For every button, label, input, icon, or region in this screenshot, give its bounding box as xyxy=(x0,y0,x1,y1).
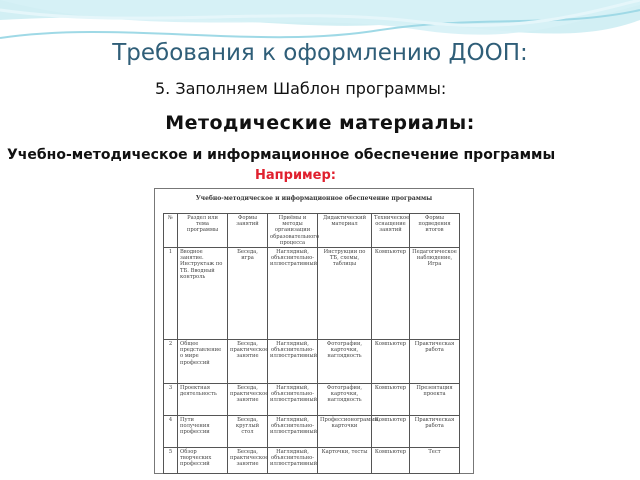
slide-title: Требования к оформлению ДООП: xyxy=(112,40,528,66)
table-cell: Вводное занятие. Инструктаж по ТБ. Вводный контроль xyxy=(178,248,228,340)
table-cell: Наглядный, объяснительно-иллюстративный xyxy=(268,416,318,448)
table-cell: Инструкции по ТБ, схемы, таблицы xyxy=(318,248,372,340)
example-label: Например: xyxy=(255,168,336,183)
column-header: Приёмы и методы организации образовательного процесса xyxy=(268,214,318,248)
column-header: Формы подведения итогов xyxy=(410,214,460,248)
table-cell: Педагогическое наблюдение, Игра xyxy=(410,248,460,340)
table-cell: Наглядный, объяснительно-иллюстративный xyxy=(268,248,318,340)
table-cell: Наглядный, объяснительно-иллюстративный xyxy=(268,340,318,384)
table-cell: Общее представление о мире профессий xyxy=(178,340,228,384)
column-header: Раздел или тема программы xyxy=(178,214,228,248)
table-cell: Карточки, тесты xyxy=(318,448,372,474)
table-cell: Беседа, практическое занятие xyxy=(228,384,268,416)
table-cell: Проектная деятельность xyxy=(178,384,228,416)
table-cell: Презентация проекта xyxy=(410,384,460,416)
table-cell: Беседа, круглый стол xyxy=(228,416,268,448)
table-cell: 2 xyxy=(164,340,178,384)
table-cell: Фотографии, карточки, наглядность xyxy=(318,340,372,384)
table-cell: Компьютер xyxy=(372,384,410,416)
section-subheading: Учебно-методическое и информационное обеспечение программы xyxy=(7,147,556,163)
table-row xyxy=(164,340,460,384)
table-cell: 4 xyxy=(164,416,178,448)
table-cell: Практическая работа xyxy=(410,340,460,384)
column-header: Дидактический материал xyxy=(318,214,372,248)
table-row xyxy=(164,248,460,340)
table-cell: Компьютер xyxy=(372,416,410,448)
table-row xyxy=(164,384,460,416)
section-heading: Методические материалы: xyxy=(165,112,475,134)
table-cell: 1 xyxy=(164,248,178,340)
table-cell: Обзор творческих профессий xyxy=(178,448,228,474)
table-cell: Тест xyxy=(410,448,460,474)
table-cell: 5 xyxy=(164,448,178,474)
scanned-document xyxy=(154,188,474,474)
table-cell: Наглядный, объяснительно-иллюстративный xyxy=(268,448,318,474)
table-cell: Компьютер xyxy=(372,448,410,474)
table-cell: Профессионограммы, карточки xyxy=(318,416,372,448)
table-cell: Беседа, практическое занятие xyxy=(228,340,268,384)
table-cell: Компьютер xyxy=(372,340,410,384)
slide-subtitle: 5. Заполняем Шаблон программы: xyxy=(155,79,447,98)
table-cell: Беседа, игра xyxy=(228,248,268,340)
table-cell: Фотографии, карточки, наглядность xyxy=(318,384,372,416)
table-row xyxy=(164,416,460,448)
table-cell: Практическая работа xyxy=(410,416,460,448)
table-cell: Наглядный, объяснительно-иллюстративный xyxy=(268,384,318,416)
table-header-row xyxy=(164,214,460,248)
table-cell: Компьютер xyxy=(372,248,410,340)
table-cell: 3 xyxy=(164,384,178,416)
column-header: № xyxy=(164,214,178,248)
table-cell: Пути получения профессии xyxy=(178,416,228,448)
scan-title: Учебно-методическое и информационное обеспечение программы xyxy=(195,195,433,202)
column-header: Формы занятий xyxy=(228,214,268,248)
column-header: Техническое оснащение занятий xyxy=(372,214,410,248)
table-row xyxy=(164,448,460,474)
resource-table xyxy=(163,213,460,474)
table-cell: Беседа, практическое занятие xyxy=(228,448,268,474)
